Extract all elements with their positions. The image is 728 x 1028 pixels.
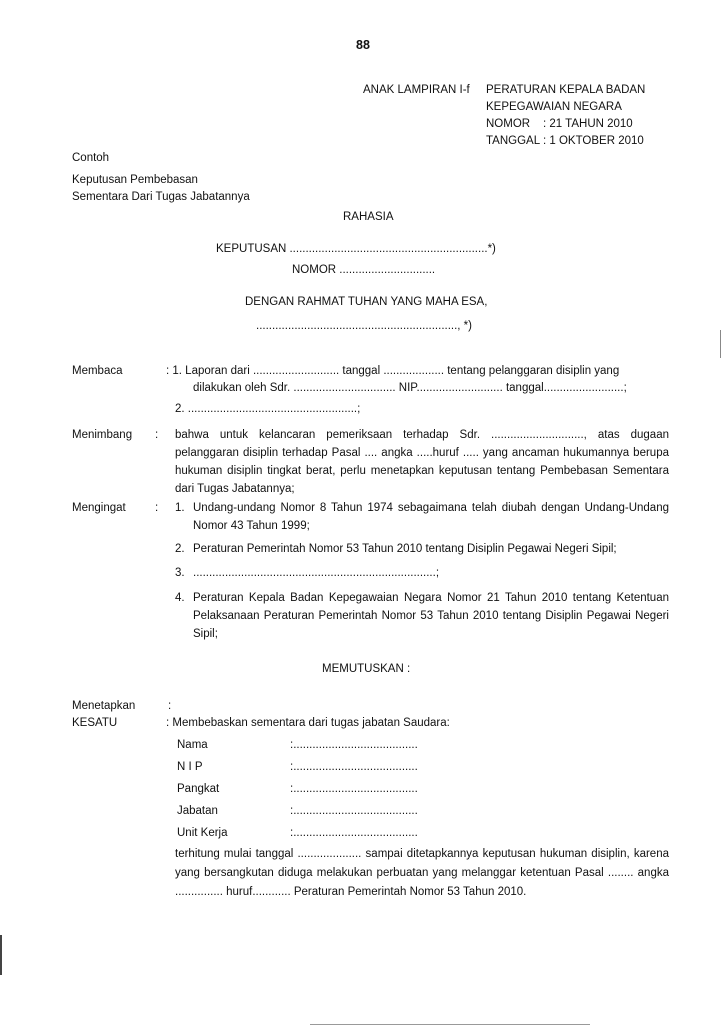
- menimbang-text: bahwa untuk kelancaran pemeriksaan terhadap Sdr. ............................., atas dugaan pelanggaran disiplin terhadap Pasal .... angka .....huruf ..... yang ancaman hukumannya berupa hukuman disiplin tingkat berat, perlu menetapkan keputusan tentang Pembebasan Sementara dari Tugas Jabatannya;: [175, 429, 669, 495]
- decree-title-line: KEPUTUSAN ..............................................................*): [216, 243, 496, 255]
- document-subject-line2: Sementara Dari Tugas Jabatannya: [72, 191, 250, 203]
- mengingat-item2-text: Peraturan Pemerintah Nomor 53 Tahun 2010 tentang Disiplin Pegawai Negeri Sipil;: [193, 543, 617, 555]
- mengingat-item4-number: 4.: [175, 592, 185, 604]
- field-label: Nama: [177, 739, 208, 751]
- membaca-label: Membaca: [72, 365, 123, 377]
- regulation-number-value: : 21 TAHUN 2010: [543, 118, 633, 130]
- decree-number-line: NOMOR ..............................: [292, 264, 436, 276]
- membaca-item2: 2. .....................................................;: [175, 403, 361, 415]
- field-blank: :.......................................: [290, 739, 418, 751]
- mengingat-item3-number: 3.: [175, 567, 185, 579]
- regulation-date-value: : 1 OKTOBER 2010: [543, 135, 644, 147]
- kesatu-label: KESATU: [72, 717, 118, 729]
- field-label: N I P: [177, 761, 203, 773]
- classification-label: RAHASIA: [343, 211, 394, 223]
- page-number: 88: [356, 38, 370, 52]
- regulation-title-line2: KEPEGAWAIAN NEGARA: [486, 101, 622, 113]
- menetapkan-label: Menetapkan: [72, 700, 136, 712]
- regulation-number-label: NOMOR: [486, 118, 531, 130]
- regulation-date-label: TANGGAL: [486, 135, 541, 147]
- document-subject-line1: Keputusan Pembebasan: [72, 174, 198, 186]
- attachment-label: ANAK LAMPIRAN I-f: [363, 84, 470, 96]
- field-blank: :.......................................: [290, 827, 418, 839]
- scan-edge-mark: [0, 935, 2, 975]
- example-label: Contoh: [72, 152, 110, 164]
- membaca-item1-line1: : 1. Laporan dari ........................... tanggal ................... tentang pelanggaran disiplin yang: [166, 365, 620, 377]
- divine-grace-line: DENGAN RAHMAT TUHAN YANG MAHA ESA,: [245, 296, 488, 308]
- mengingat-label: Mengingat: [72, 502, 126, 514]
- field-blank: :.......................................: [290, 783, 418, 795]
- membaca-item1-line2: dilakukan oleh Sdr. ................................ NIP........................... tanggal.........................;: [193, 382, 627, 394]
- kesatu-closing-text: terhitung mulai tanggal .................... sampai ditetapkannya keputusan hukuman disiplin, karena yang bersangkutan diduga melakukan perbuatan yang melanggar ketentuan Pasal ........ angka ............... huruf............ Peraturan Pemerintah Nomor 53 Tahun 2010.: [175, 848, 669, 898]
- mengingat-item2-number: 2.: [175, 543, 185, 555]
- field-label: Jabatan: [177, 805, 218, 817]
- mengingat-item4-text: Peraturan Kepala Badan Kepegawaian Negara Nomor 21 Tahun 2010 tentang Ketentuan Pelaksanaan Peraturan Pemerintah Nomor 53 Tahun 2010 tentang Disiplin Pegawai Negeri Sipil;: [193, 592, 669, 640]
- kesatu-text: : Membebaskan sementara dari tugas jabatan Saudara:: [166, 717, 450, 729]
- scan-edge-mark: [720, 330, 721, 358]
- field-blank: :.......................................: [290, 805, 418, 817]
- field-label: Pangkat: [177, 783, 220, 795]
- mengingat-item1-number: 1.: [175, 502, 185, 514]
- mengingat-colon: :: [155, 502, 159, 514]
- mengingat-item1-text: Undang-undang Nomor 8 Tahun 1974 sebagaimana telah diubah dengan Undang-Undang Nomor 43 Tahun 1999;: [193, 502, 669, 532]
- official-title-line: ..............................................................., *): [256, 320, 472, 332]
- field-blank: :.......................................: [290, 761, 418, 773]
- menetapkan-colon: :: [168, 700, 172, 712]
- regulation-title-line1: PERATURAN KEPALA BADAN: [486, 84, 646, 96]
- field-label: Unit Kerja: [177, 827, 228, 839]
- menimbang-label: Menimbang: [72, 429, 133, 441]
- menimbang-colon: :: [155, 429, 159, 441]
- mengingat-item3-text: ............................................................................;: [193, 567, 440, 579]
- decision-heading: MEMUTUSKAN :: [322, 663, 411, 675]
- scan-bottom-line: [310, 1024, 590, 1025]
